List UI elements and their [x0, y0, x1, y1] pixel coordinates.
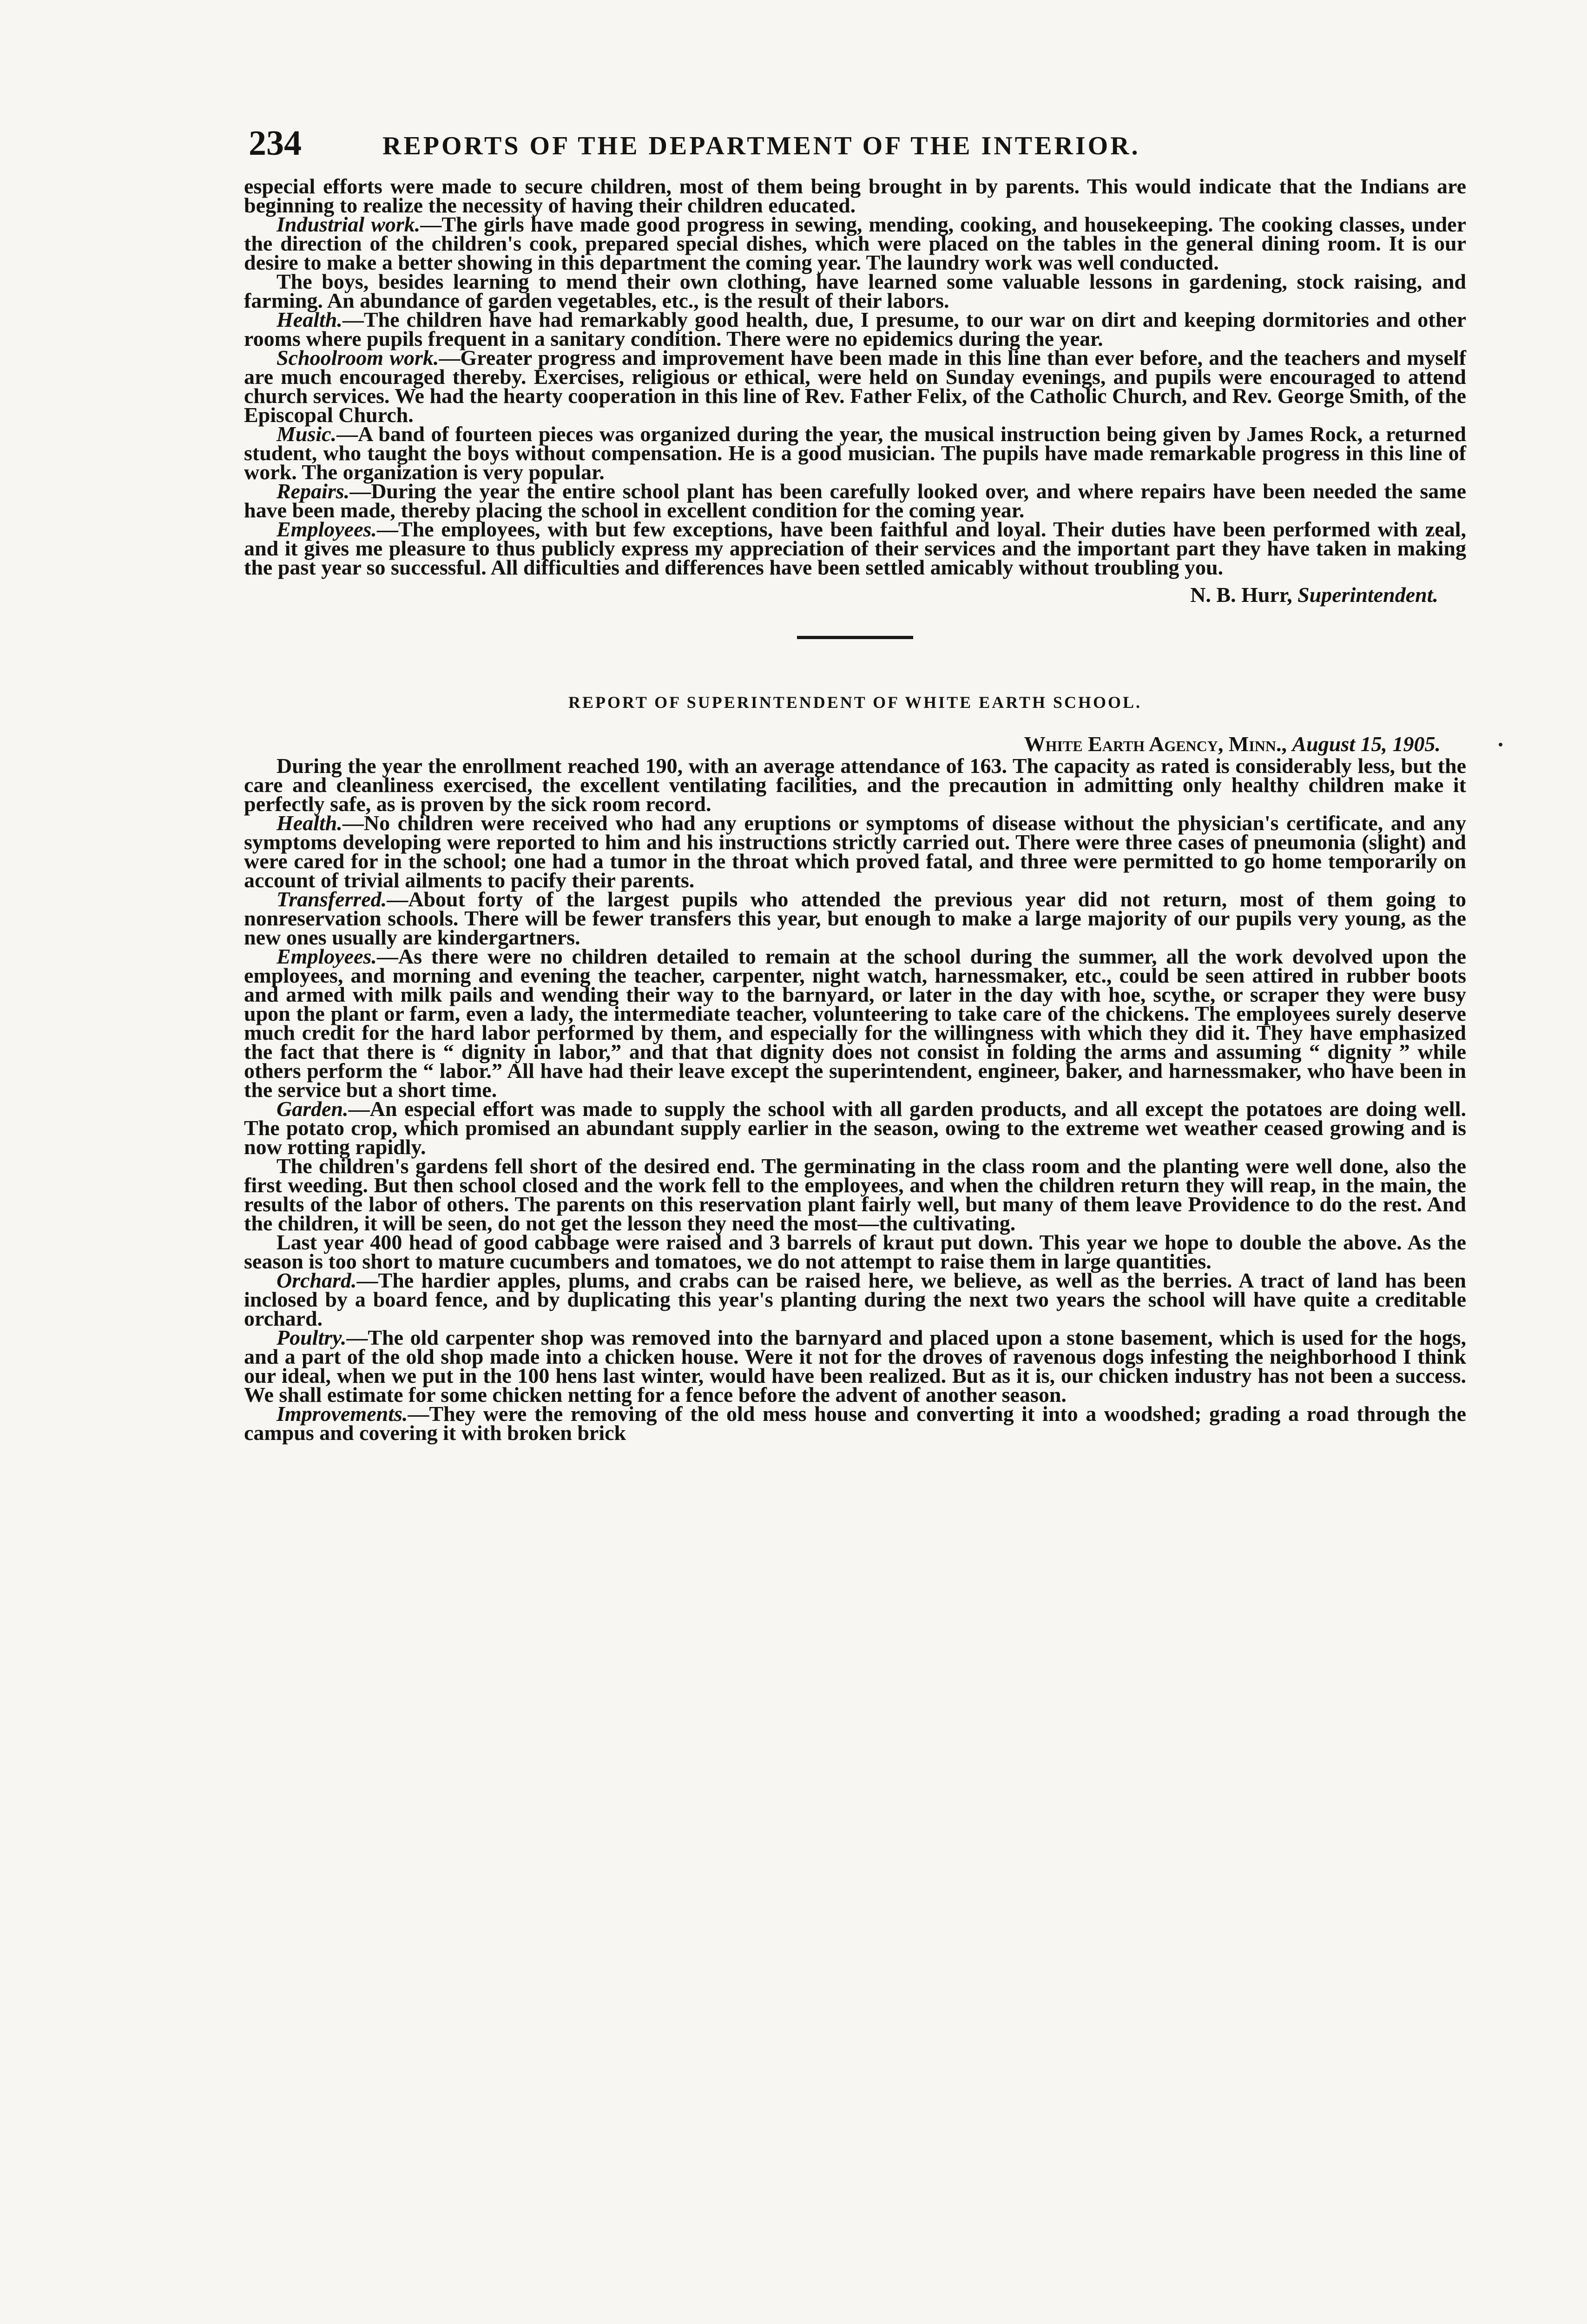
paragraph-text: During the year the enrollment reached 190, with an average attendance of 163. The capacity as rated is considerably less, but the care and cleanliness exercised, the excellent ventilating facilities, and the precaution in admitting only healthy children make it perfectly safe, as is proven by the sick room record. [244, 754, 1466, 816]
dateline-date: August 15, 1905. [1292, 732, 1441, 756]
paragraph-text: —During the year the entire school plant has been carefully looked over, and where repairs have been needed the same have been made, thereby placing the school in excellent condition for the coming year. [244, 479, 1466, 522]
paragraph [244, 479, 1466, 522]
dateline [244, 732, 1441, 756]
paragraph-heading: Poultry. [277, 1326, 347, 1349]
paragraph-heading: Industrial work. [277, 212, 421, 236]
paragraph [244, 1097, 1466, 1159]
paragraph-heading: Improvements. [277, 1402, 408, 1426]
paragraph [244, 1230, 1466, 1273]
signature-title: Superintendent. [1297, 583, 1438, 607]
paragraph [244, 754, 1466, 816]
paragraph-text: —The hardier apples, plums, and crabs can be raised here, we believe, as well as the berries. A tract of land has been inclosed by a board fence, and by duplicating this year's planting during the next two years the school will have quite a creditable orchard. [244, 1268, 1466, 1330]
page-header [244, 125, 1466, 177]
paragraph-text: Last year 400 head of good cabbage were raised and 3 barrels of kraut put down. This year we hope to double the above. As the season is too short to mature cucumbers and tomatoes, we do not attempt to raise them in large quantities. [244, 1230, 1466, 1273]
paragraph-heading: Health. [277, 811, 342, 835]
paragraph [244, 212, 1466, 274]
first-report [244, 174, 1466, 607]
paragraph-text: —The employees, with but few exceptions, have been faithful and loyal. Their duties have been performed with zeal, and it gives me pleasure to thus publicly express my appreciation of their services and the important part they have taken in making the past year so successful. All difficulties and differences have been settled amicably without troubling you. [244, 517, 1466, 579]
paragraph [244, 272, 1466, 310]
paragraph [244, 346, 1466, 427]
paragraph-text: The children's gardens fell short of the desired end. The germinating in the class room and the planting were well done, also the first weeding. But then school closed and the work fell to the employees, and when the children return they will reap, in the main, the results of the labor of others. The parents on this reservation plant fairly well, but many of them leave Providence to do the rest. And the children, it will be seen, do not get the lesson they need the most—the cultivating. [244, 1154, 1466, 1235]
opening-paragraph: especial efforts were made to secure children, most of them being brought in by parents. This would indicate that the Indians are beginning to realize the necessity of having their children educated. [244, 174, 1466, 217]
paragraph [244, 517, 1466, 579]
signature [244, 582, 1438, 607]
paragraph-heading: Music. [277, 422, 337, 446]
second-report-sections [244, 754, 1466, 1445]
page-number: 234 [249, 124, 302, 163]
paragraph-text: —An especial effort was made to supply the school with all garden products, and all except the potatoes are doing well. The potato crop, which promised an abundant supply earlier in the season, owing to the extreme wet weather ceased growing and is now rotting rapidly. [244, 1097, 1466, 1159]
paragraph-heading: Orchard. [277, 1268, 357, 1292]
paragraph [244, 1328, 1466, 1404]
paragraph [244, 310, 1466, 348]
paragraph-text: —The girls have made good progress in sewing, mending, cooking, and housekeeping. The cooking classes, under the direction of the children's cook, prepared special dishes, which were placed on the tables in the general dining room. It is our desire to make a better showing in this department the coming year. The laundry work was well conducted. [244, 212, 1466, 274]
second-report [244, 693, 1466, 1445]
paragraph [244, 1402, 1466, 1445]
paragraph-text: —The children have had remarkably good health, due, I presume, to our war on dirt and keeping dormitories and other rooms where pupils frequent in a sanitary condition. There were no epidemics during the year. [244, 308, 1466, 350]
paragraph-text: —As there were no children detailed to remain at the school during the summer, all the work devolved upon the employees, and morning and evening the teacher, carpenter, night watch, harnessmaker, etc., could be seen attired in rubber boots and armed with milk pails and wending their way to the barnyard, or later in the day with hoe, scythe, or scraper they were busy upon the plant or farm, even a lady, the intermediate teacher, volunteering to take care of the chickens. The employees surely deserve much credit for the hard labor performed by them, and especially for the willingness with which they did it. They have emphasized the fact that there is “ dignity in labor,” and that that dignity does not consist in folding the arms and assuming “ dignity ” while others perform the “ labor.” All have had their leave except the superintendent, engineer, baker, and harnessmaker, who have been in the service but a short time. [244, 944, 1466, 1102]
margin-speck [1499, 743, 1502, 746]
paragraph-text: —Greater progress and improvement have been made in this line than ever before, and the teachers and myself are much encouraged thereby. Exercises, religious or ethical, were held on Sunday evenings, and pupils were encouraged to attend church services. We had the hearty cooperation in this line of Rev. Father Felix, of the Catholic Church, and Rev. George Smith, of the Episcopal Church. [244, 346, 1466, 427]
paragraph-heading: Health. [277, 308, 342, 331]
section-divider [797, 636, 913, 639]
paragraph [244, 944, 1466, 1102]
paragraph-text: —The old carpenter shop was removed into the barnyard and placed upon a stone basement, which is used for the hogs, and a part of the old shop made into a chicken house. Were it not for the droves of ravenous dogs infesting the neighborhood I think our ideal, when we put in the 100 hens last winter, would have been realized. But as it is, our chicken industry has not been a success. We shall estimate for some chicken netting for a fence before the advent of another season. [244, 1326, 1466, 1406]
dateline-place: White Earth Agency, Minn., [1024, 732, 1287, 756]
paragraph [244, 887, 1466, 949]
paragraph-text: The boys, besides learning to mend their own clothing, have learned some valuable lessons in gardening, stock raising, and farming. An abundance of garden vegetables, etc., is the result of their labors. [244, 270, 1466, 312]
signature-name: N. B. Hurr, [1190, 583, 1292, 607]
paragraph [244, 424, 1466, 482]
paragraph [244, 813, 1466, 890]
paragraph-text: —They were the removing of the old mess house and converting it into a woodshed; grading a road through the campus and covering it with broken brick [244, 1402, 1466, 1445]
running-head: REPORTS OF THE DEPARTMENT OF THE INTERIOR. [382, 132, 1140, 160]
document-page [244, 124, 1466, 1445]
paragraph-heading: Garden. [277, 1097, 349, 1121]
paragraph [244, 1268, 1466, 1330]
paragraph [244, 1156, 1466, 1233]
paragraph-text: —No children were received who had any eruptions or symptoms of disease without the physician's certificate, and any symptoms developing were reported to him and his instructions strictly carried out. There were three cases of pneumonia (slight) and were cared for in the school; one had a tumor in the throat which proved fatal, and three were permitted to go home temporarily on account of trivial ailments to pacify their parents. [244, 811, 1466, 892]
paragraph-text: —About forty of the largest pupils who attended the previous year did not return, most of them going to nonreservation schools. There will be fewer transfers this year, but enough to make a large majority of our pupils very young, as the new ones usually are kindergartners. [244, 887, 1466, 949]
first-report-sections [244, 212, 1466, 579]
paragraph-heading: Transferred. [277, 887, 387, 911]
paragraph-heading: Repairs. [277, 479, 350, 503]
paragraph-text: —A band of fourteen pieces was organized during the year, the musical instruction being given by James Rock, a returned student, who taught the boys without compensation. He is a good musician. The pupils have made remarkable progress in this line of work. The organization is very popular. [244, 422, 1466, 484]
paragraph-heading: Employees. [277, 517, 377, 541]
paragraph-heading: Employees. [277, 944, 377, 968]
paragraph-heading: Schoolroom work. [277, 346, 439, 370]
report-title: REPORT OF SUPERINTENDENT OF WHITE EARTH SCHOOL. [568, 693, 1142, 712]
